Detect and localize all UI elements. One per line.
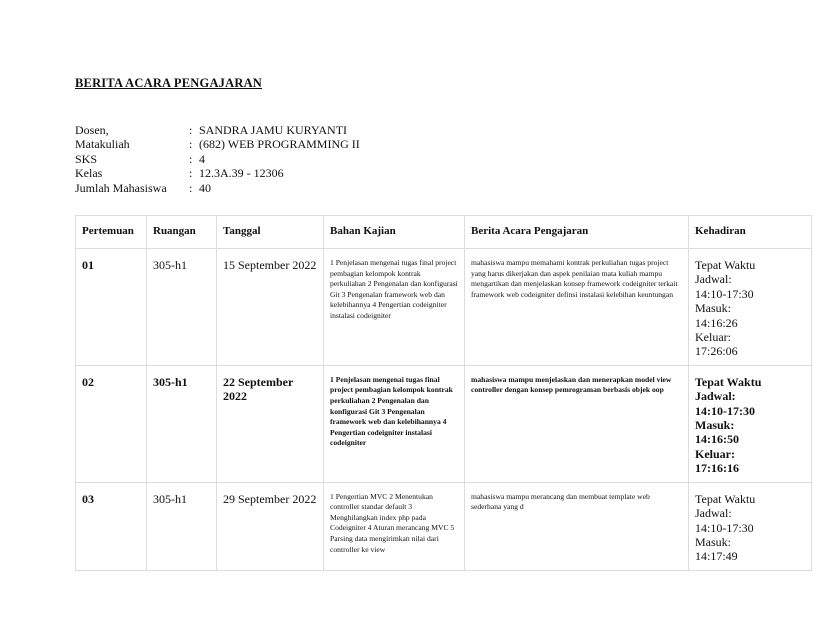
info-row-matakuliah [75,137,360,151]
cell-berita-acara: mahasiswa mampu menjelaskan dan menerapkan model view controller dengan konsep pemrograman berbasis objek oop [465,365,689,482]
info-colon: : [189,137,193,152]
cell-kehadiran [689,365,812,482]
cell-bahan-kajian: 1 Penjelasan mengenai tugas final project pembagian kelompok kontrak perkuliahan 2 Pengenalan dan konfigurasi Git 3 Pengenalan framework web dan kelebihannya 4 Pengertian codeigniter instalasi codeigniter [324,365,465,482]
info-value: 12.3A.39 - 12306 [199,166,284,181]
cell-berita-acara: mahasiswa mampu merancang dan membuat template web sederhana yang d [465,482,689,570]
cell-berita-acara: mahasiswa mampu memahami kontrak perkuliahan tugas project yang harus dikerjakan dan aspek penilaian mata kuliah mampu mengartikan dan menjelaskan konsep framework codeigniter terkait framework web codeigniter definsi instalasi kelebihan keuntungan [465,249,689,366]
table-row [76,249,812,366]
cell-pertemuan: 01 [76,249,147,366]
info-colon: : [189,166,193,181]
attendance-line: 14:10-17:30 [695,286,754,301]
course-info [75,123,360,195]
attendance-line: Keluar: [695,446,735,461]
cell-tanggal: 15 September 2022 [217,249,324,366]
attendance-status: Tepat Waktu [695,374,762,389]
cell-ruangan: 305-h1 [147,365,217,482]
attendance-line: 14:10-17:30 [695,520,754,535]
attendance-table [75,215,812,571]
column-header-berita-acara: Berita Acara Pengajaran [465,216,689,249]
cell-tanggal: 29 September 2022 [217,482,324,570]
page-title: BERITA ACARA PENGAJARAN [75,76,263,90]
info-row-sks [75,152,360,166]
column-header-ruangan: Ruangan [147,216,217,249]
cell-ruangan: 305-h1 [147,482,217,570]
attendance-line: Masuk: [695,301,731,316]
info-label: Kelas [75,166,103,181]
cell-pertemuan: 03 [76,482,147,570]
attendance-line: 17:26:06 [695,344,738,359]
column-header-kehadiran: Kehadiran [689,216,812,249]
info-colon: : [189,151,193,166]
attendance-line: Jadwal: [695,272,732,287]
cell-tanggal: 22 September 2022 [217,365,324,482]
info-row-jumlah-mahasiswa [75,181,360,195]
cell-kehadiran [689,249,812,366]
info-value: SANDRA JAMU KURYANTI [199,123,348,137]
attendance-line: 14:16:50 [695,432,739,447]
cell-pertemuan: 02 [76,365,147,482]
info-value: (682) WEB PROGRAMMING II [199,137,360,152]
column-header-bahan-kajian: Bahan Kajian [324,216,465,249]
info-row-dosen [75,123,360,137]
info-value: 4 [199,151,205,166]
cell-bahan-kajian: 1 Penjelasan mengenai tugas final project pembagian kelompok kontrak perkuliahan 2 Pengenalan dan konfigurasi Git 3 Pengenalan framework web dan kelebihannya 4 Pengertian codeigniter instalasi codeigniter [324,249,465,366]
table-row [76,482,812,570]
attendance-table-wrapper [75,215,811,571]
column-header-pertemuan: Pertemuan [76,216,147,249]
cell-bahan-kajian: 1 Pengertian MVC 2 Menentukan controller standar default 3 Menghilangkan index php pada Codeigniter 4 Aturan merancang MVC 5 Parsing data mengirimkan nilai dari controller ke view [324,482,465,570]
info-value: 40 [199,180,211,195]
table-header-row [76,216,812,249]
attendance-line: Jadwal: [695,506,732,521]
info-label: Dosen, [75,123,109,137]
attendance-line: Jadwal: [695,389,736,404]
attendance-line: 17:16:16 [695,461,739,476]
attendance-line: Masuk: [695,418,735,433]
table-row [76,365,812,482]
info-label: Jumlah Mahasiswa [75,180,167,195]
cell-kehadiran [689,482,812,570]
attendance-status: Tepat Waktu [695,258,756,272]
column-header-tanggal: Tanggal [217,216,324,249]
attendance-line: 14:17:49 [695,549,738,564]
cell-ruangan: 305-h1 [147,249,217,366]
info-label: Matakuliah [75,137,130,152]
info-colon: : [189,180,193,195]
attendance-status: Tepat Waktu [695,491,756,506]
info-label: SKS [75,151,98,166]
attendance-line: Keluar: [695,330,731,345]
attendance-line: 14:10-17:30 [695,403,755,418]
attendance-line: Masuk: [695,534,731,549]
info-colon: : [189,123,193,137]
info-row-kelas [75,166,360,180]
attendance-line: 14:16:26 [695,315,738,330]
